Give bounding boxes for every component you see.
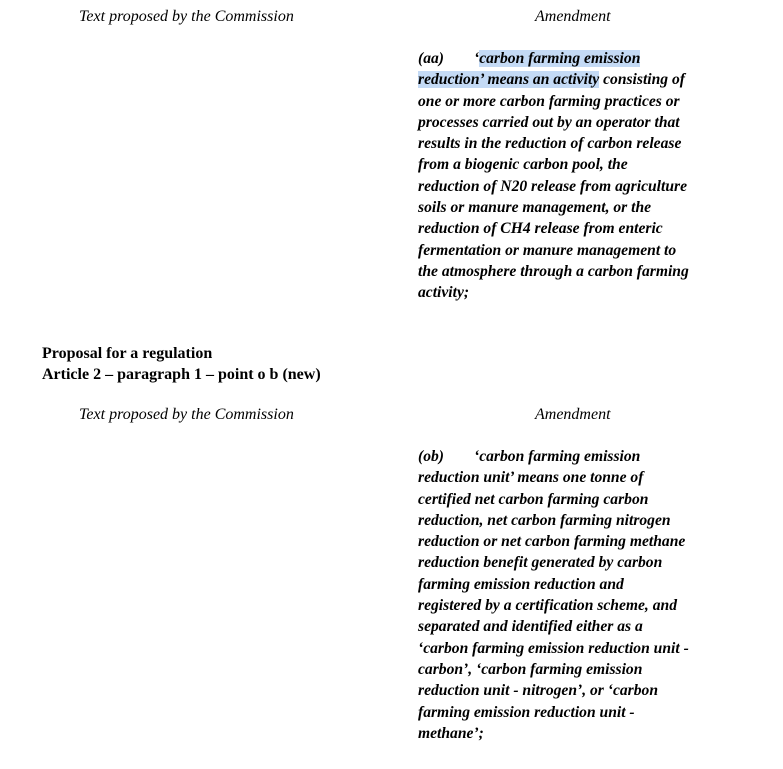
amendment-line[interactable]: results in the reduction of carbon release (418, 135, 682, 153)
amendment-line[interactable]: methane’; (418, 724, 484, 742)
text-run: ‘carbon farming emission (474, 448, 641, 465)
amendment-line[interactable]: processes carried out by an operator that (418, 113, 680, 131)
amendment-line[interactable]: reduction of CH4 release from enteric (418, 220, 663, 238)
amendment-line[interactable]: fermentation or manure management to (418, 241, 677, 259)
commission-text-header: Text proposed by the Commission (79, 8, 294, 25)
amendment-ob-text[interactable] (418, 446, 763, 744)
amendment-line[interactable]: ‘carbon farming emission reduction unit - (418, 639, 689, 657)
section-title (42, 343, 321, 385)
amendment-line[interactable]: separated and identified either as a (418, 618, 643, 636)
point-label: (ob) (418, 448, 444, 465)
amendment-line[interactable] (418, 446, 763, 467)
amendment-line[interactable]: from a biogenic carbon pool, the (418, 156, 628, 174)
amendment-header: Amendment (535, 406, 611, 423)
amendment-line[interactable] (418, 48, 763, 69)
amendment-line[interactable]: reduction benefit generated by carbon (418, 554, 663, 572)
amendment-line[interactable]: reduction of N20 release from agriculture (418, 177, 687, 195)
amendment-line[interactable]: registered by a certification scheme, and (418, 597, 677, 615)
amendment-line[interactable]: farming emission reduction unit - (418, 703, 635, 721)
commission-text-header: Text proposed by the Commission (79, 406, 294, 423)
amendment-line[interactable]: reduction or net carbon farming methane (418, 533, 686, 551)
text-run: consisting of (599, 71, 685, 89)
point-label: (aa) (418, 50, 444, 67)
proposal-title: Proposal for a regulation (42, 345, 213, 362)
amendment-line[interactable]: activity; (418, 284, 470, 302)
selected-text[interactable]: carbon farming emission (479, 50, 641, 67)
amendment-line[interactable]: carbon’, ‘carbon farming emission (418, 660, 643, 678)
amendment-line[interactable]: reduction unit - nitrogen’, or ‘carbon (418, 682, 659, 700)
selected-text[interactable]: reduction’ means an activity (418, 71, 600, 89)
amendment-line[interactable]: the atmosphere through a carbon farming (418, 262, 689, 280)
amendment-line[interactable]: reduction, net carbon farming nitrogen (418, 511, 671, 529)
article-reference: Article 2 – paragraph 1 – point o b (new) (42, 366, 321, 383)
amendment-line[interactable]: one or more carbon farming practices or (418, 92, 680, 110)
amendment-line[interactable]: soils or manure management, or the (418, 199, 652, 217)
amendment-line[interactable]: farming emission reduction and (418, 575, 624, 593)
quote-mark: ‘ (474, 50, 480, 67)
amendment-line[interactable]: reduction unit’ means one tonne of (418, 469, 644, 487)
amendment-line[interactable]: certified net carbon farming carbon (418, 490, 649, 508)
amendment-header: Amendment (535, 8, 611, 25)
amendment-line[interactable] (418, 69, 763, 90)
amendment-aa-text[interactable] (418, 48, 763, 304)
